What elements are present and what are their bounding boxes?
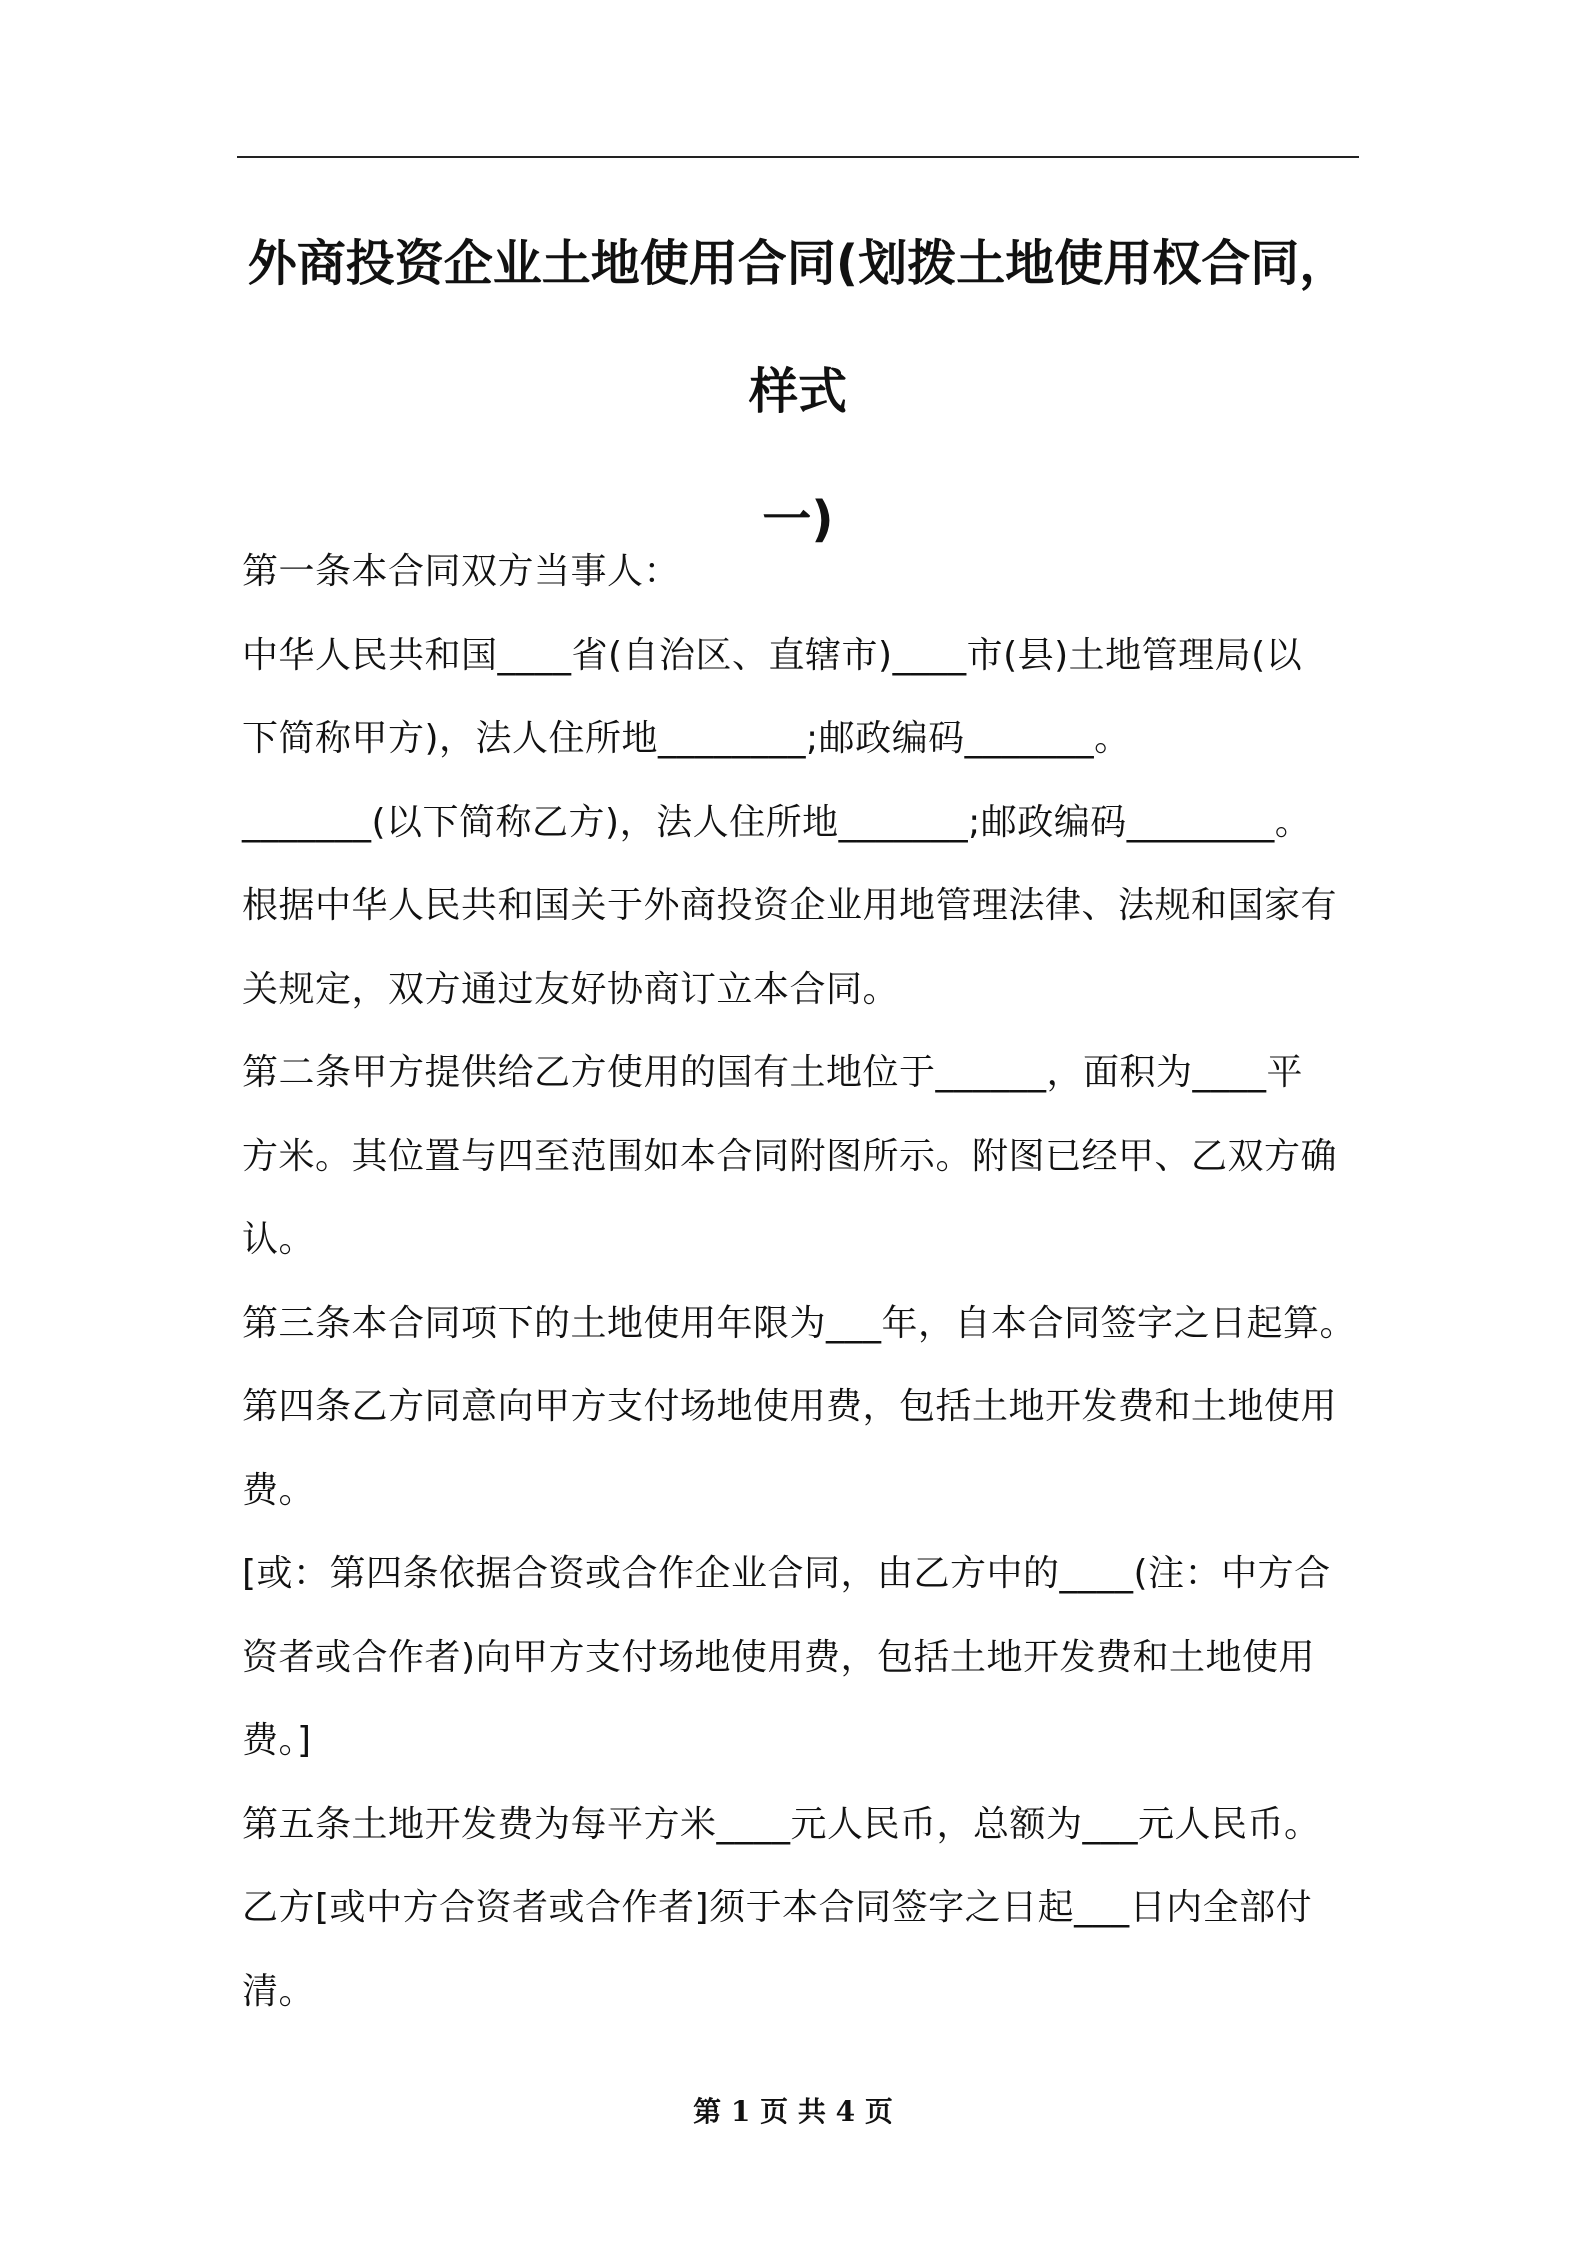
- body-line: 根据中华人民共和国关于外商投资企业用地管理法律、法规和国家有: [242, 885, 1338, 926]
- body-line: 第一条本合同双方当事人：: [242, 551, 681, 592]
- body-line: 认。: [242, 1219, 316, 1260]
- body-line: 第二条甲方提供给乙方使用的国有土地位于______，面积为____平: [242, 1052, 1304, 1093]
- title-line: 一): [762, 491, 834, 548]
- body-line: 清。: [242, 1970, 316, 2012]
- body-line: 关规定，双方通过友好协商订立本合同。: [242, 968, 900, 1010]
- body-line: 第四条乙方同意向甲方支付场地使用费，包括土地开发费和土地使用: [242, 1386, 1338, 1427]
- header-rule: [237, 156, 1359, 158]
- title-line: 外商投资企业土地使用合同(划拨土地使用权合同，样式: [247, 235, 1349, 420]
- body-line: 乙方[或中方合资者或合作者]须于本合同签字之日起___日内全部付: [242, 1887, 1313, 1928]
- body-line: 费。: [242, 1469, 316, 1511]
- body-line: _______(以下简称乙方)，法人住所地_______;邮政编码________。: [242, 801, 1312, 843]
- contract-body: [242, 530, 1372, 2033]
- body-line: 第三条本合同项下的土地使用年限为___年，自本合同签字之日起算。: [242, 1302, 1357, 1344]
- body-line: 费。]: [242, 1720, 312, 1761]
- body-line: 第五条土地开发费为每平方米____元人民币，总额为___元人民币。: [242, 1803, 1321, 1845]
- body-line: 中华人民共和国____省(自治区、直辖市)____市(县)土地管理局(以: [242, 634, 1303, 676]
- body-line: 资者或合作者)向甲方支付场地使用费，包括土地开发费和土地使用: [242, 1636, 1316, 1678]
- page-footer: 第 1 页 共 4 页: [693, 2095, 893, 2128]
- body-line: 方米。其位置与四至范围如本合同附图所示。附图已经甲、乙双方确: [242, 1135, 1338, 1177]
- body-line: 下简称甲方)，法人住所地________;邮政编码_______。: [242, 718, 1131, 759]
- document-title: [237, 200, 1359, 584]
- body-line: [或：第四条依据合资或合作企业合同，由乙方中的____(注：中方合: [242, 1553, 1331, 1594]
